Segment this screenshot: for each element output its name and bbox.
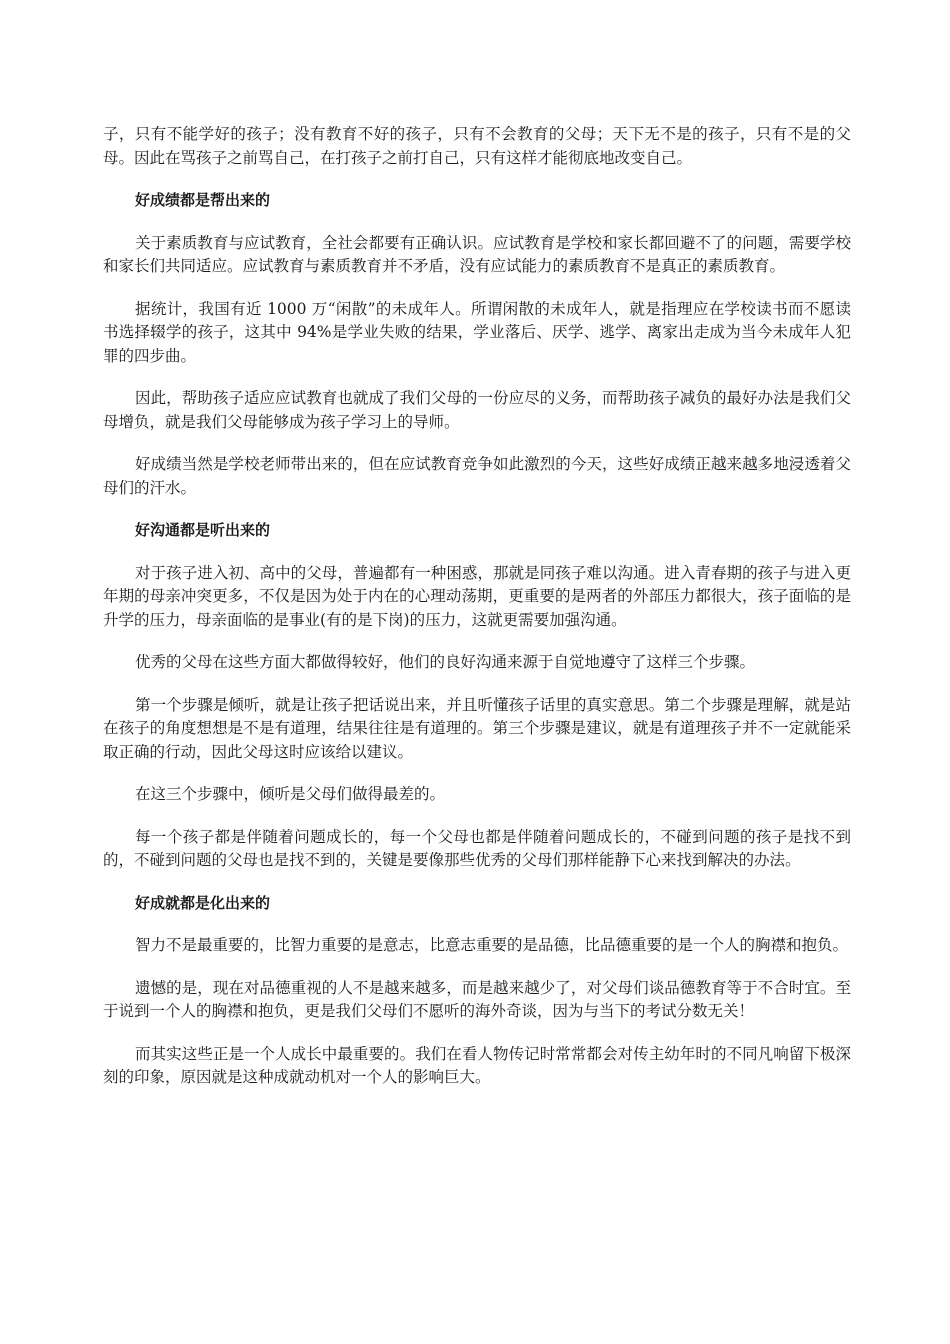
document-page	[103, 123, 851, 1109]
paragraph: 据统计，我国有近 1000 万“闲散”的未成年人。所谓闲散的未成年人，就是指理应在学校读书而不愿读书选择辍学的孩子，这其中 94%是学业失败的结果，学业落后、厌学、逃学、离家出走成为当今未成年人犯罪的四步曲。	[103, 299, 851, 365]
paragraph-continued: 子，只有不能学好的孩子；没有教育不好的孩子，只有不会教育的父母；天下无不是的孩子，只有不是的父母。因此在骂孩子之前骂自己，在打孩子之前打自己，只有这样才能彻底地改变自己。	[103, 125, 851, 167]
section-heading: 好成绩都是帮出来的	[135, 191, 271, 209]
paragraph: 而其实这些正是一个人成长中最重要的。我们在看人物传记时常常都会对传主幼年时的不同凡响留下极深刻的印象，原因就是这种成就动机对一个人的影响巨大。	[103, 1044, 851, 1086]
paragraph: 对于孩子进入初、高中的父母，普遍都有一种困惑，那就是同孩子难以沟通。进入青春期的孩子与进入更年期的母亲冲突更多，不仅是因为处于内在的心理动荡期，更重要的是两者的外部压力都很大，孩子面临的是升学的压力，母亲面临的是事业(有的是下岗)的压力，这就更需要加强沟通。	[103, 563, 851, 629]
paragraph: 遗憾的是，现在对品德重视的人不是越来越多，而是越来越少了，对父母们谈品德教育等于不合时宜。至于说到一个人的胸襟和抱负，更是我们父母们不愿听的海外奇谈，因为与当下的考试分数无关！	[103, 978, 851, 1020]
paragraph: 每一个孩子都是伴随着问题成长的，每一个父母也都是伴随着问题成长的，不碰到问题的孩子是找不到的，不碰到问题的父母也是找不到的，关键是要像那些优秀的父母们那样能静下心来找到解决的办法。	[103, 827, 851, 869]
paragraph: 因此，帮助孩子适应应试教育也就成了我们父母的一份应尽的义务，而帮助孩子减负的最好办法是我们父母增负，就是我们父母能够成为孩子学习上的导师。	[103, 389, 851, 431]
paragraph: 关于素质教育与应试教育，全社会都要有正确认识。应试教育是学校和家长都回避不了的问题，需要学校和家长们共同适应。应试教育与素质教育并不矛盾，没有应试能力的素质教育不是真正的素质教育。	[103, 233, 851, 275]
paragraph: 智力不是最重要的，比智力重要的是意志，比意志重要的是品德，比品德重要的是一个人的胸襟和抱负。	[135, 936, 849, 954]
paragraph: 在这三个步骤中，倾听是父母们做得最差的。	[135, 785, 446, 803]
paragraph: 优秀的父母在这些方面大都做得较好，他们的良好沟通来源于自觉地遵守了这样三个步骤。	[135, 653, 756, 671]
section-heading: 好沟通都是听出来的	[135, 521, 271, 539]
paragraph: 好成绩当然是学校老师带出来的，但在应试教育竞争如此激烈的今天，这些好成绩正越来越多地浸透着父母们的汗水。	[103, 455, 851, 497]
section-heading: 好成就都是化出来的	[135, 893, 271, 912]
paragraph: 第一个步骤是倾听，就是让孩子把话说出来，并且听懂孩子话里的真实意思。第二个步骤是理解，就是站在孩子的角度想想是不是有道理，结果往往是有道理的。第三个步骤是建议，就是有道理孩子并不一定就能采取正确的行动，因此父母这时应该给以建议。	[103, 695, 851, 761]
